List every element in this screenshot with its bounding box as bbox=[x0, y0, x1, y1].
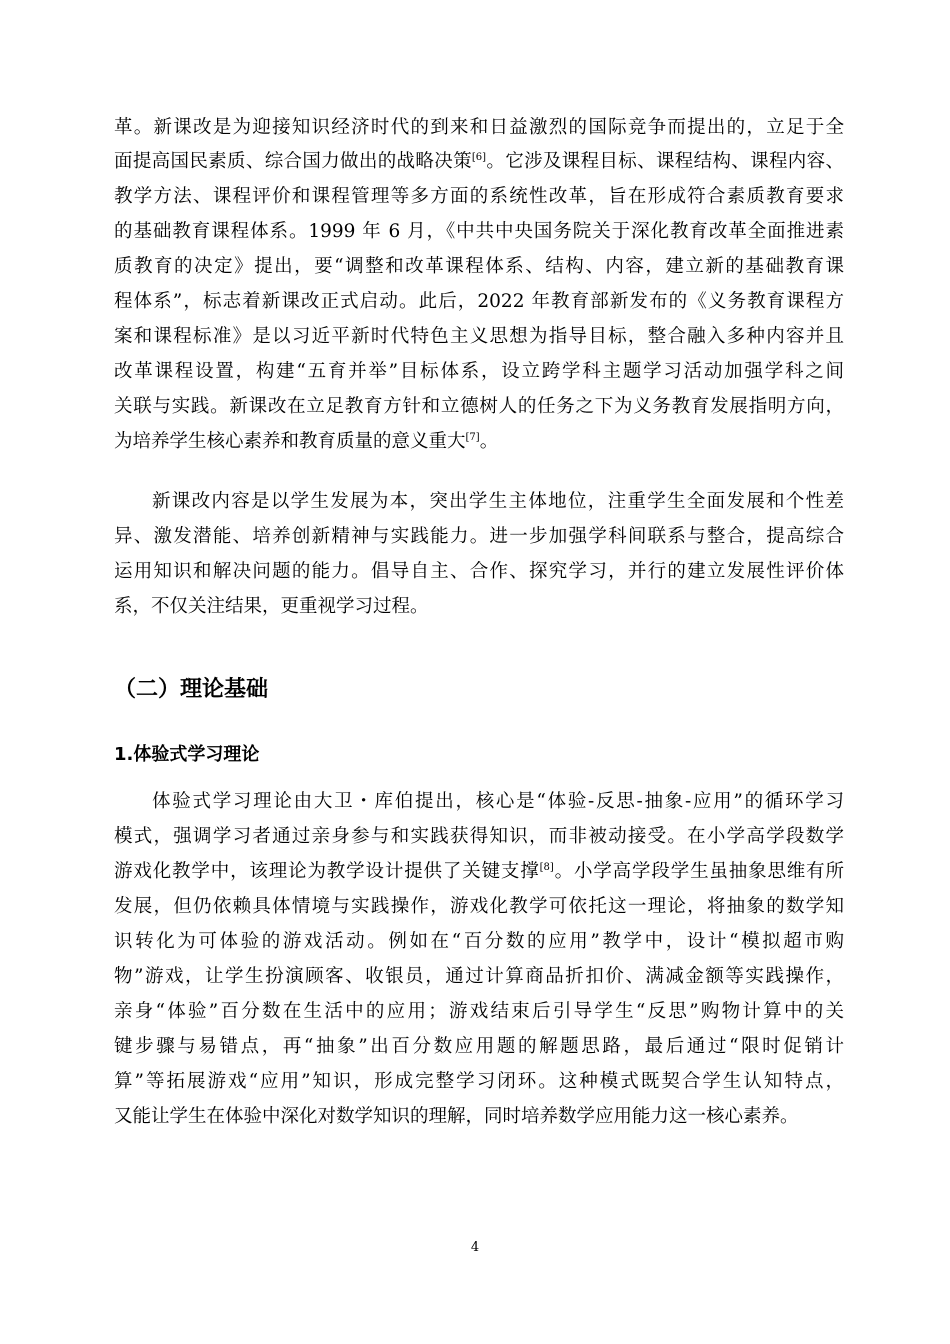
paragraph-1-line-10-text-b: 。 bbox=[479, 431, 499, 452]
section-heading: （二）理论基础 bbox=[114, 677, 269, 702]
paragraph-2-line-2: 异、激发潜能、培养创新精神与实践能力。进一步加强学科间联系与整合，提高综合 bbox=[114, 526, 844, 547]
paragraph-3-line-1: 体验式学习理论由大卫・库伯提出，核心是“体验-反思-抽象-应用”的循环学习 bbox=[152, 791, 844, 812]
paragraph-2-line-3: 运用知识和解决问题的能力。倡导自主、合作、探究学习，并行的建立发展性评价体 bbox=[114, 561, 844, 582]
subsection-heading: 1.体验式学习理论 bbox=[114, 744, 260, 765]
paragraph-1-line-7: 案和课程标准》是以习近平新时代特色主义思想为指导目标，整合融入多种内容并且 bbox=[114, 326, 844, 347]
paragraph-3-line-4: 发展，但仍依赖具体情境与实践操作，游戏化教学可依托这一理论，将抽象的数学知 bbox=[114, 896, 844, 917]
citation-6: [6] bbox=[471, 151, 487, 163]
paragraph-3-line-9: 算”等拓展游戏“应用”知识，形成完整学习闭环。这种模式既契合学生认知特点， bbox=[114, 1071, 844, 1092]
paragraph-1-line-2-text-b: 。它涉及课程目标、课程结构、课程内容、 bbox=[486, 151, 844, 172]
paragraph-3-line-2: 模式，强调学习者通过亲身参与和实践获得知识，而非被动接受。在小学高学段数学 bbox=[114, 826, 844, 847]
paragraph-3-line-5: 识转化为可体验的游戏活动。例如在“百分数的应用”教学中，设计“模拟超市购 bbox=[114, 931, 844, 952]
paragraph-1-line-10 bbox=[114, 430, 844, 454]
paragraph-2-line-4: 系，不仅关注结果，更重视学习过程。 bbox=[114, 596, 429, 617]
page-number: 4 bbox=[470, 1240, 480, 1255]
paragraph-1-line-6: 程体系”，标志着新课改正式启动。此后，2022 年教育部新发布的《义务教育课程方 bbox=[114, 291, 844, 312]
paragraph-1-line-3: 教学方法、课程评价和课程管理等多方面的系统性改革，旨在形成符合素质教育要求 bbox=[114, 186, 844, 207]
paragraph-2-line-1: 新课改内容是以学生发展为本，突出学生主体地位，注重学生全面发展和个性差 bbox=[152, 491, 844, 512]
paragraph-1-line-8: 改革课程设置，构建“五育并举”目标体系，设立跨学科主题学习活动加强学科之间 bbox=[114, 361, 844, 382]
paragraph-1-line-9: 关联与实践。新课改在立足教育方针和立德树人的任务之下为义务教育发展指明方向， bbox=[114, 396, 844, 417]
paragraph-1-line-10-text-a: 为培养学生核心素养和教育质量的意义重大 bbox=[114, 431, 466, 452]
paragraph-3-line-3-text-a: 游戏化教学中，该理论为教学设计提供了关键支撑 bbox=[114, 861, 540, 882]
citation-8: [8] bbox=[539, 861, 554, 873]
paragraph-3-line-8: 键步骤与易错点，再“抽象”出百分数应用题的解题思路，最后通过“限时促销计 bbox=[114, 1036, 844, 1057]
paragraph-1-line-1: 革。新课改是为迎接知识经济时代的到来和日益激烈的国际竞争而提出的，立足于全 bbox=[114, 117, 844, 138]
citation-7: [7] bbox=[465, 431, 480, 443]
paragraph-3-line-10: 又能让学生在体验中深化对数学知识的理解，同时培养数学应用能力这一核心素养。 bbox=[114, 1106, 799, 1127]
paragraph-1-line-2-text-a: 面提高国民素质、综合国力做出的战略决策 bbox=[114, 151, 472, 172]
paragraph-1-line-5: 质教育的决定》提出，要“调整和改革课程体系、结构、内容，建立新的基础教育课 bbox=[114, 256, 844, 277]
paragraph-1-line-4: 的基础教育课程体系。1999 年 6 月，《中共中央国务院关于深化教育改革全面推进素 bbox=[114, 221, 844, 242]
paragraph-1-line-2 bbox=[114, 150, 844, 174]
paragraph-3-line-6: 物”游戏，让学生扮演顾客、收银员，通过计算商品折扣价、满减金额等实践操作， bbox=[114, 966, 844, 987]
paragraph-3-line-7: 亲身“体验”百分数在生活中的应用；游戏结束后引导学生“反思”购物计算中的关 bbox=[114, 1001, 844, 1022]
paragraph-3-line-3 bbox=[114, 860, 844, 884]
paragraph-3-line-3-text-b: 。小学高学段学生虽抽象思维有所 bbox=[553, 861, 844, 882]
